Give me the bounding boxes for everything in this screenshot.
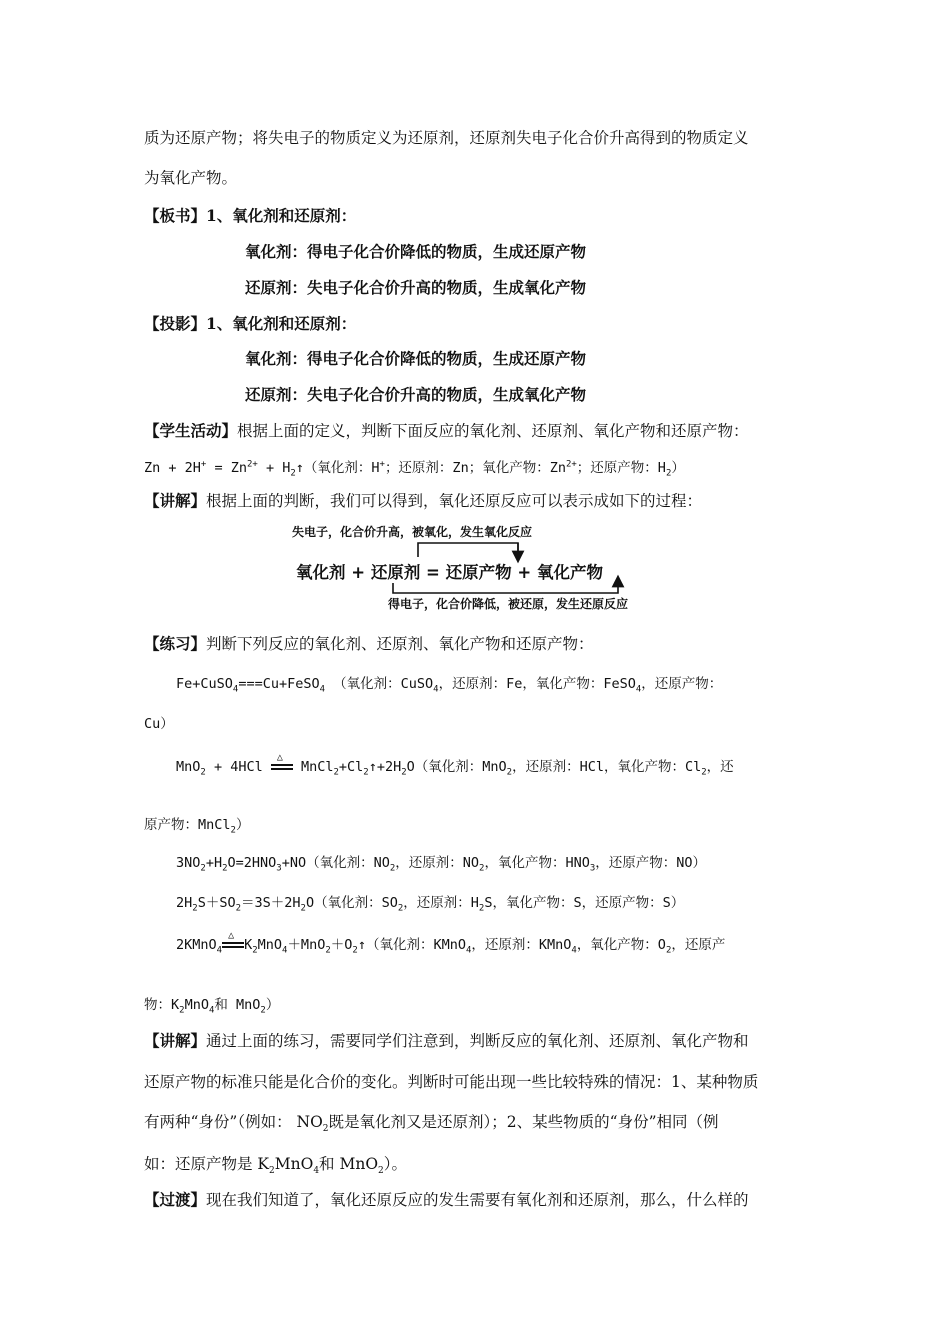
reaction-zn: $Zn + 2H^+ = Zn^{2+}$ + $H_2↑$（氧化剂：H+；还原剂：Zn；氧化产物：$Zn^{2+}$；还原产物：$H_2$） xyxy=(144,459,685,479)
heat-condition-icon: △ xyxy=(222,935,244,951)
section-projection: 【投影】1、氧化剂和还原剂： xyxy=(144,314,357,333)
definition-oxidant: 氧化剂：得电子化合价降低的物质，生成还原产物 xyxy=(245,349,587,368)
section-tag: 【学生活动】 xyxy=(144,421,238,440)
paragraph-line: 有两种“身份”（例如： $NO_2$既是氧化剂又是还原剂）；2、某些物质的“身份”相同（例 xyxy=(144,1113,719,1135)
section-lecture: 【讲解】根据上面的判断，我们可以得到，氧化还原反应可以表示成如下的过程： xyxy=(144,491,703,510)
practice-reaction-2-cont: 原产物：MnCl$_2$） xyxy=(144,817,250,836)
section-practice: 【练习】判断下列反应的氧化剂、还原剂、氧化产物和还原产物： xyxy=(144,634,594,653)
practice-reaction-5: 2KMnO$_4$ △ $K_2MnO_4+MnO_2+O_2↑$（氧化剂：KMnO$_4$，还原剂：KMnO$_4$，氧化产物：$O_2$，还原产 xyxy=(176,930,726,956)
practice-reaction-1: Fe+CuSO$_4$===Cu+FeSO$_4$ （氧化剂：CuSO$_4$，还原剂：Fe，氧化产物：FeSO$_4$，还原产物： xyxy=(176,676,723,695)
paragraph-line: 如：还原产物是 $K_2MnO_4$和 MnO$_2$）。 xyxy=(144,1155,408,1177)
paragraph-line: 质为还原产物；将失电子的物质定义为还原剂，还原剂失电子化合价升高得到的物质定义 xyxy=(144,129,749,147)
diagram-bottom-label: 得电子，化合价降低，被还原，发生还原反应 xyxy=(388,597,629,611)
redox-process-diagram xyxy=(278,523,678,615)
section-blackboard: 【板书】1、氧化剂和还原剂： xyxy=(144,206,357,225)
section-transition: 【过渡】现在我们知道了，氧化还原反应的发生需要有氧化剂和还原剂，那么，什么样的 xyxy=(144,1190,749,1209)
definition-oxidant: 氧化剂：得电子化合价降低的物质，生成还原产物 xyxy=(245,242,587,261)
section-tag: 【过渡】 xyxy=(144,1190,207,1209)
section-student-activity: 【学生活动】根据上面的定义，判断下面反应的氧化剂、还原剂、氧化产物和还原产物： xyxy=(144,421,749,440)
practice-reaction-2: MnO$_2$ + 4HCl △ $MnCl_2+Cl_2↑+2H_2O$（氧化剂：MnO$_2$，还原剂：HCl，氧化产物：$Cl_2$，还 xyxy=(176,752,734,778)
heat-condition-icon: △ xyxy=(271,757,293,773)
section-tag: 【板书】 xyxy=(144,206,207,225)
section-tag: 【练习】 xyxy=(144,634,207,653)
definition-reductant: 还原剂：失电子化合价升高的物质，生成氧化产物 xyxy=(245,278,587,297)
paragraph-line: 还原产物的标准只能是化合价的变化。判断时可能出现一些比较特殊的情况：1、某种物质 xyxy=(144,1073,759,1091)
definition-reductant: 还原剂：失电子化合价升高的物质，生成氧化产物 xyxy=(245,385,587,404)
arrow-top xyxy=(418,543,518,557)
paragraph-line: 为氧化产物。 xyxy=(144,169,238,187)
practice-reaction-4: $2H_2S+SO_2=3S+2H_2O$（氧化剂：$SO_2$，还原剂：$H_2S$，氧化产物：S，还原产物：S） xyxy=(176,895,685,914)
diagram-equation: 氧化剂 + 还原剂 = 还原产物 + 氧化产物 xyxy=(296,563,603,582)
section-tag: 【投影】 xyxy=(144,314,207,333)
section-lecture-2: 【讲解】通过上面的练习，需要同学们注意到，判断反应的氧化剂、还原剂、氧化产物和 xyxy=(144,1031,749,1050)
section-tag: 【讲解】 xyxy=(144,491,207,510)
section-tag: 【讲解】 xyxy=(144,1031,207,1050)
practice-reaction-3: $3NO_2+H_2O=2HNO_3+NO$（氧化剂：$NO_2$，还原剂：$NO_2$，氧化产物：$HNO_3$，还原产物：NO） xyxy=(176,855,707,874)
diagram-top-label: 失电子，化合价升高，被氧化，发生氧化反应 xyxy=(292,525,533,539)
practice-reaction-1-cont: Cu） xyxy=(144,716,174,732)
practice-reaction-5-cont: 物：$K_2MnO_4$和 MnO$_2$） xyxy=(144,997,280,1016)
